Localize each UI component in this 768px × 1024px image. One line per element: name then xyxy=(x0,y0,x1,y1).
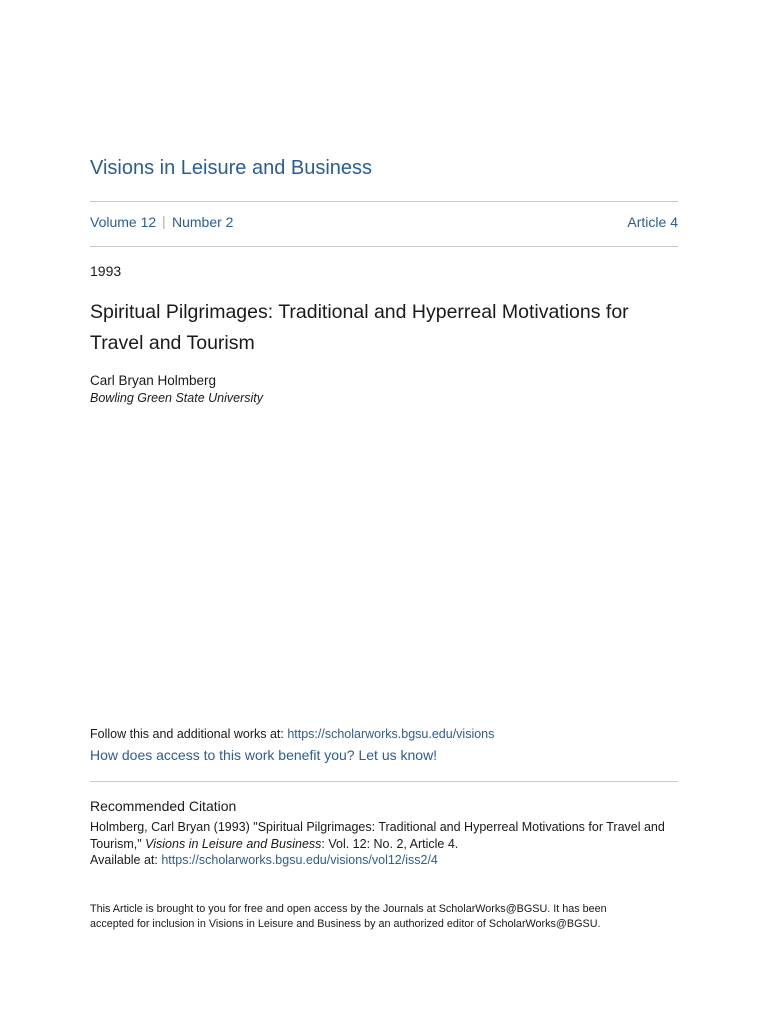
issue-separator: | xyxy=(162,213,166,229)
divider-citation xyxy=(90,781,678,782)
journal-title-link[interactable]: Visions in Leisure and Business xyxy=(90,157,373,179)
publication-year: 1993 xyxy=(90,263,122,279)
citation-heading: Recommended Citation xyxy=(90,798,237,814)
divider-issue xyxy=(90,246,678,247)
follow-line xyxy=(90,727,494,741)
citation-prefix: Holmberg, Carl Bryan (1993) "Spiritual Pilgrimages: Traditional and Hyperreal Motivations for Travel and Tourism," xyxy=(90,820,665,851)
volume-link[interactable]: Volume 12 xyxy=(90,214,157,230)
cover-page xyxy=(90,0,678,1024)
citation-suffix: : Vol. 12: No. 2, Article 4. xyxy=(321,836,459,851)
citation-journal: Visions in Leisure and Business xyxy=(145,836,322,851)
available-label: Available at: xyxy=(90,853,162,867)
author-name: Carl Bryan Holmberg xyxy=(90,373,217,388)
citation-text xyxy=(90,819,678,869)
available-url-link[interactable]: https://scholarworks.bgsu.edu/visions/vol12/iss2/4 xyxy=(161,853,438,867)
access-notice: This Article is brought to you for free and open access by the Journals at ScholarWorks@BGSU. It has been accepted for inclusion in Visions in Leisure and Business by an authorized editor of ScholarWorks@BGSU. xyxy=(90,903,607,930)
follow-prefix: Follow this and additional works at: xyxy=(90,727,288,741)
follow-url-link[interactable]: https://scholarworks.bgsu.edu/visions xyxy=(287,727,495,741)
article-title: Spiritual Pilgrimages: Traditional and Hyperreal Motivations for Travel and Tourism xyxy=(90,301,629,354)
benefit-feedback-link[interactable]: How does access to this work benefit you? Let us know! xyxy=(90,747,438,763)
article-link[interactable]: Article 4 xyxy=(627,214,678,230)
author-affiliation: Bowling Green State University xyxy=(90,391,263,405)
issue-row xyxy=(90,214,678,232)
divider-top xyxy=(90,201,678,202)
number-link[interactable]: Number 2 xyxy=(172,214,234,230)
